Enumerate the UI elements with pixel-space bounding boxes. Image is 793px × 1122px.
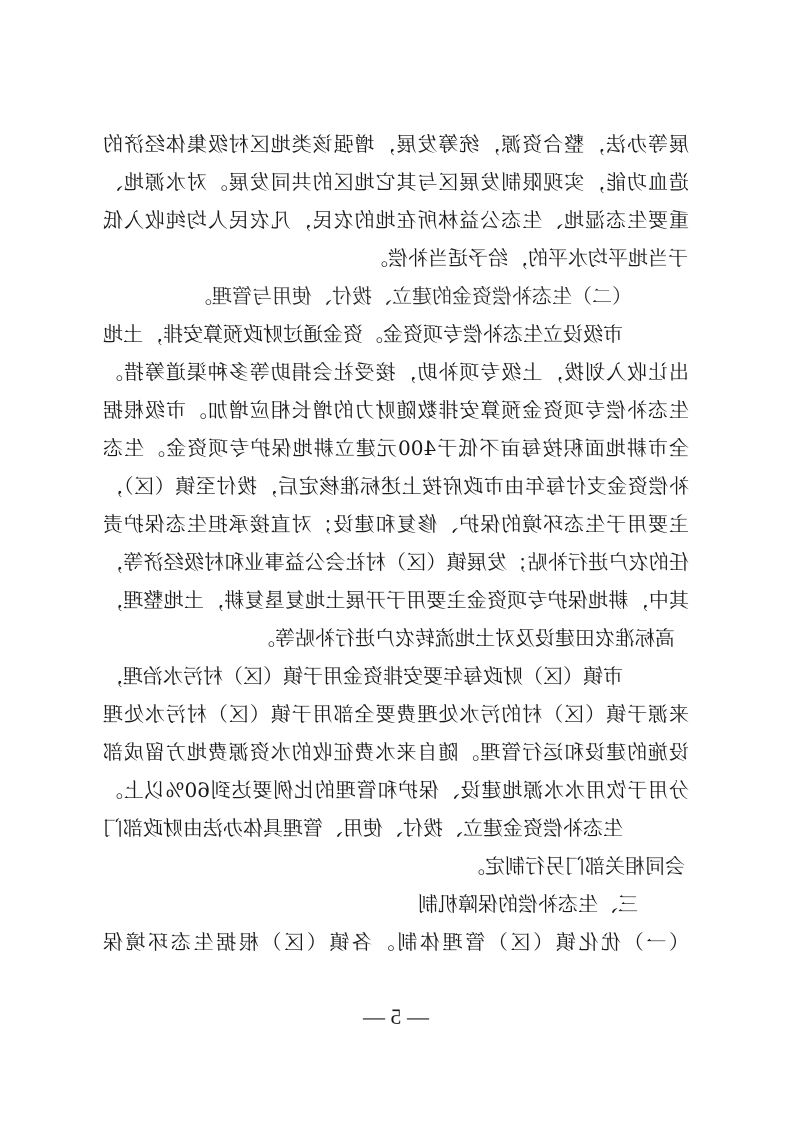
- body-text-line: 任的农户进行补贴；发展镇（区）村社会公益事业和村级经济等，: [103, 550, 689, 574]
- body-text-line: 市镇（区）财政每年要安排资金用于镇（区）村污水治理，: [103, 664, 623, 688]
- section-subheading: （二）生态补偿资金的建立、拨付、使用与管理。: [192, 284, 632, 308]
- body-text-line: 主要用于生态环境的保护、修复和建设；对直接承担生态保护责: [103, 512, 689, 536]
- body-text-line: 展等办法，整合资源，统筹发展，增强该类地区村级集体经济的: [103, 132, 689, 156]
- body-text-line: 生态补偿专项资金预算安排数随财力的增长相应增加。市级根据: [103, 398, 689, 422]
- body-text-line: 会同相关部门另行制定。: [465, 854, 685, 878]
- body-text-line: 生态补偿资金建立、拨付、使用、管理具体办法由财政部门: [103, 816, 623, 840]
- body-text-line: 其中，耕地保护专项资金主要用于开展土地复垦复耕，土地整理，: [103, 588, 689, 612]
- body-text-line: 于当地平均水平的，给予适当补偿。: [368, 246, 688, 270]
- body-text-line: 市级设立生态补偿专项资金。资金通过财政预算安排，土地: [103, 322, 623, 346]
- body-text-line: 全市耕地面积按每亩不低于400元建立耕地保护专项资金。生态: [103, 436, 689, 460]
- body-text-line: 设施的建设和运行管理。随自来水费征收的水资源费地方留成部: [103, 740, 689, 764]
- body-text-line: 重要生态湿地、生态公益林所在地的农民，凡农民人均纯收入低: [103, 208, 689, 232]
- body-text-line: 补偿资金支付每年由市政府按上述标准核定后，拨付至镇（区），: [103, 474, 689, 498]
- body-text-line: 出让收入划拨，上级专项补助，接受社会捐助等多种渠道筹措。: [103, 360, 689, 384]
- body-text-line: （一）优化镇（区）管理体制。各镇（区）根据生态环境保: [103, 930, 689, 954]
- body-text-line: 高标准农田建设及对土地流转农户进行补贴等。: [255, 626, 675, 650]
- section-heading: 三、生态补偿的保障机制: [418, 892, 638, 916]
- body-text-line: 来源于镇（区）村的污水处理费要全部用于镇（区）村污水处理: [103, 702, 689, 726]
- page-number: — 5 —: [363, 1004, 429, 1029]
- body-text-line: 造血功能，实现限制发展区与其它地区的共同发展。对水源地、: [103, 170, 689, 194]
- body-text-line: 分用于饮用水水源地建设、保护和管理的比例要达到60%以上。: [103, 778, 689, 802]
